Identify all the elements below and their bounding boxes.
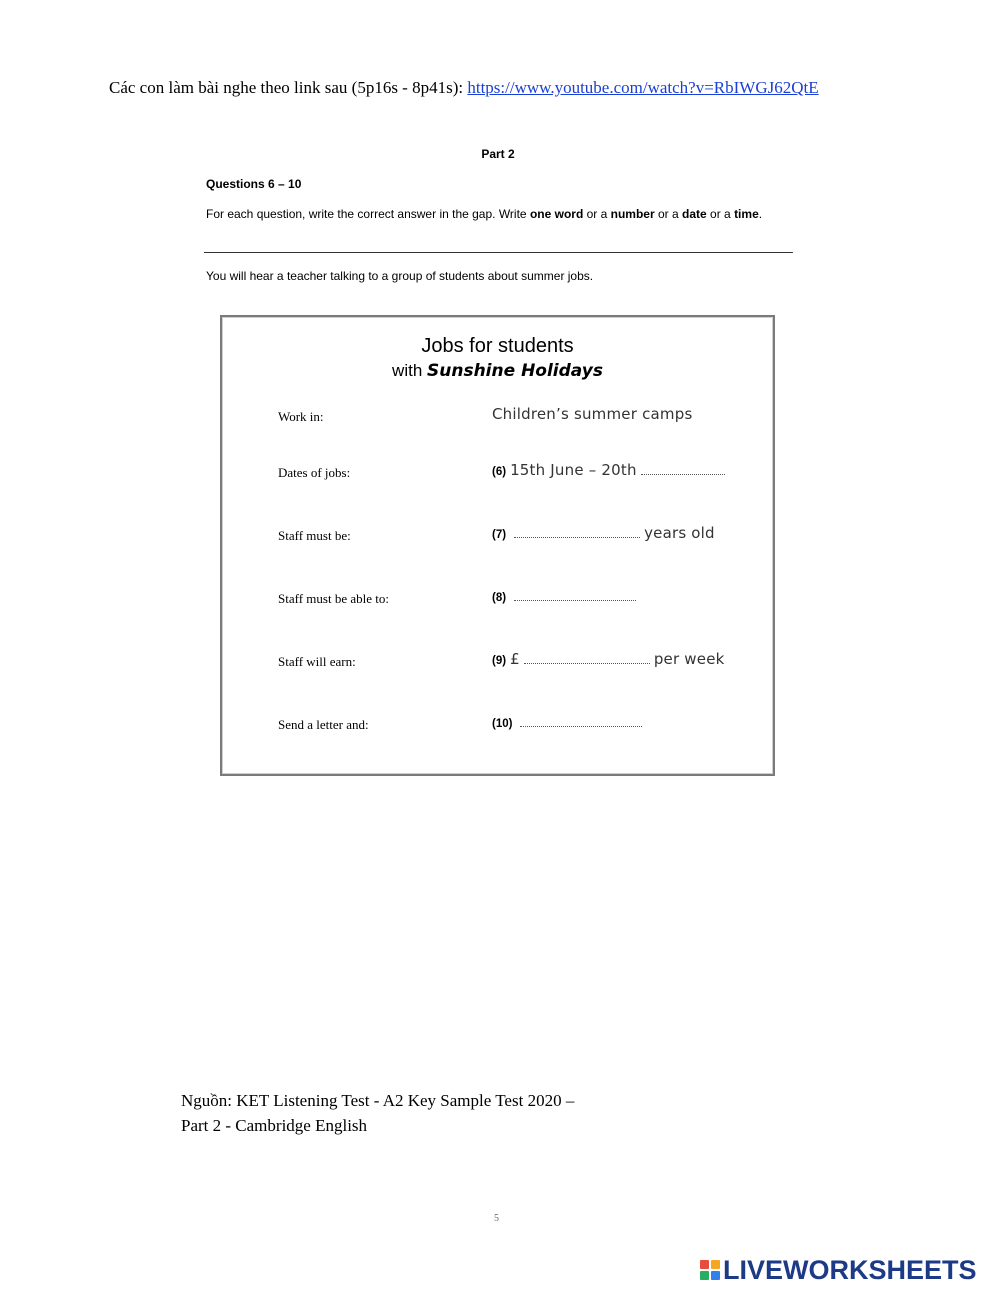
instruction-text: For each question, write the correct answer in the gap. Write [206,207,530,221]
keyword-number: number [610,207,655,221]
divider [204,252,793,253]
row-label: Work in: [278,409,324,424]
intro-text: Các con làm bài nghe theo link sau (5p16s - 8p41s): [109,78,468,97]
row-label: Dates of jobs: [278,465,351,480]
instruction-end: . [758,207,763,221]
answer-gap-10[interactable] [520,725,642,727]
keyword-date: date [682,207,707,221]
question-number: (8) [492,592,507,604]
question-number: (9) [492,655,507,667]
question-number: (7) [492,529,507,541]
answer-gap-7[interactable] [514,536,640,538]
row-value [492,461,729,479]
page-number: 5 [494,1213,499,1224]
keyword-one-word: one word [529,207,584,221]
source-line-1: Nguồn: KET Listening Test - A2 Key Sample Test 2020 – [181,1091,575,1110]
logo-square-blue [711,1271,720,1280]
intro-line [109,78,819,98]
instruction-or: or a [706,207,735,221]
row-value [492,715,646,731]
row-label: Send a letter and: [278,717,369,732]
instruction-or: or a [654,207,683,221]
subtitle-brand: Sunshine Holidays [427,361,603,381]
row-value [492,589,640,605]
row-value [492,650,725,668]
question-number: (10) [492,718,513,730]
logo-text: LIVEWORKSHEETS [723,1254,977,1285]
keyword-time: time [734,207,759,221]
source-line-2: Part 2 - Cambridge English [181,1116,368,1135]
source-note [181,1088,574,1138]
logo-grid-icon [700,1260,720,1280]
box-title: Jobs for students [421,335,574,357]
youtube-link[interactable]: https://www.youtube.com/watch?v=RbIWGJ62QtE [467,78,819,97]
row-label: Staff will earn: [278,654,356,669]
liveworksheets-logo [700,1255,977,1285]
answer-gap-6[interactable] [641,473,725,475]
context-text: You will hear a teacher talking to a group of students about summer jobs. [206,269,594,283]
logo-square-green [700,1271,709,1280]
logo-square-orange [711,1260,720,1269]
box-subtitle [222,361,773,381]
logo-square-red [700,1260,709,1269]
questions-heading: Questions 6 – 10 [206,177,302,191]
part-heading: Part 2 [481,147,515,161]
notes-box [220,315,775,776]
instruction-or: or a [583,207,611,221]
answer-prefix: 15th June – 20th [510,461,637,479]
pound-sign: £ [510,650,520,668]
answer-suffix: years old [644,524,715,542]
subtitle-prefix: with [392,361,428,380]
row-label: Staff must be able to: [278,591,389,606]
answer-gap-9[interactable] [524,662,650,664]
answer-suffix: per week [653,650,725,668]
row-value [492,524,715,542]
question-number: (6) [492,466,507,478]
answer-given: Children’s summer camps [492,405,693,423]
row-value [492,405,692,423]
answer-gap-8[interactable] [514,599,636,601]
row-label: Staff must be: [278,528,351,543]
instruction [206,207,791,222]
